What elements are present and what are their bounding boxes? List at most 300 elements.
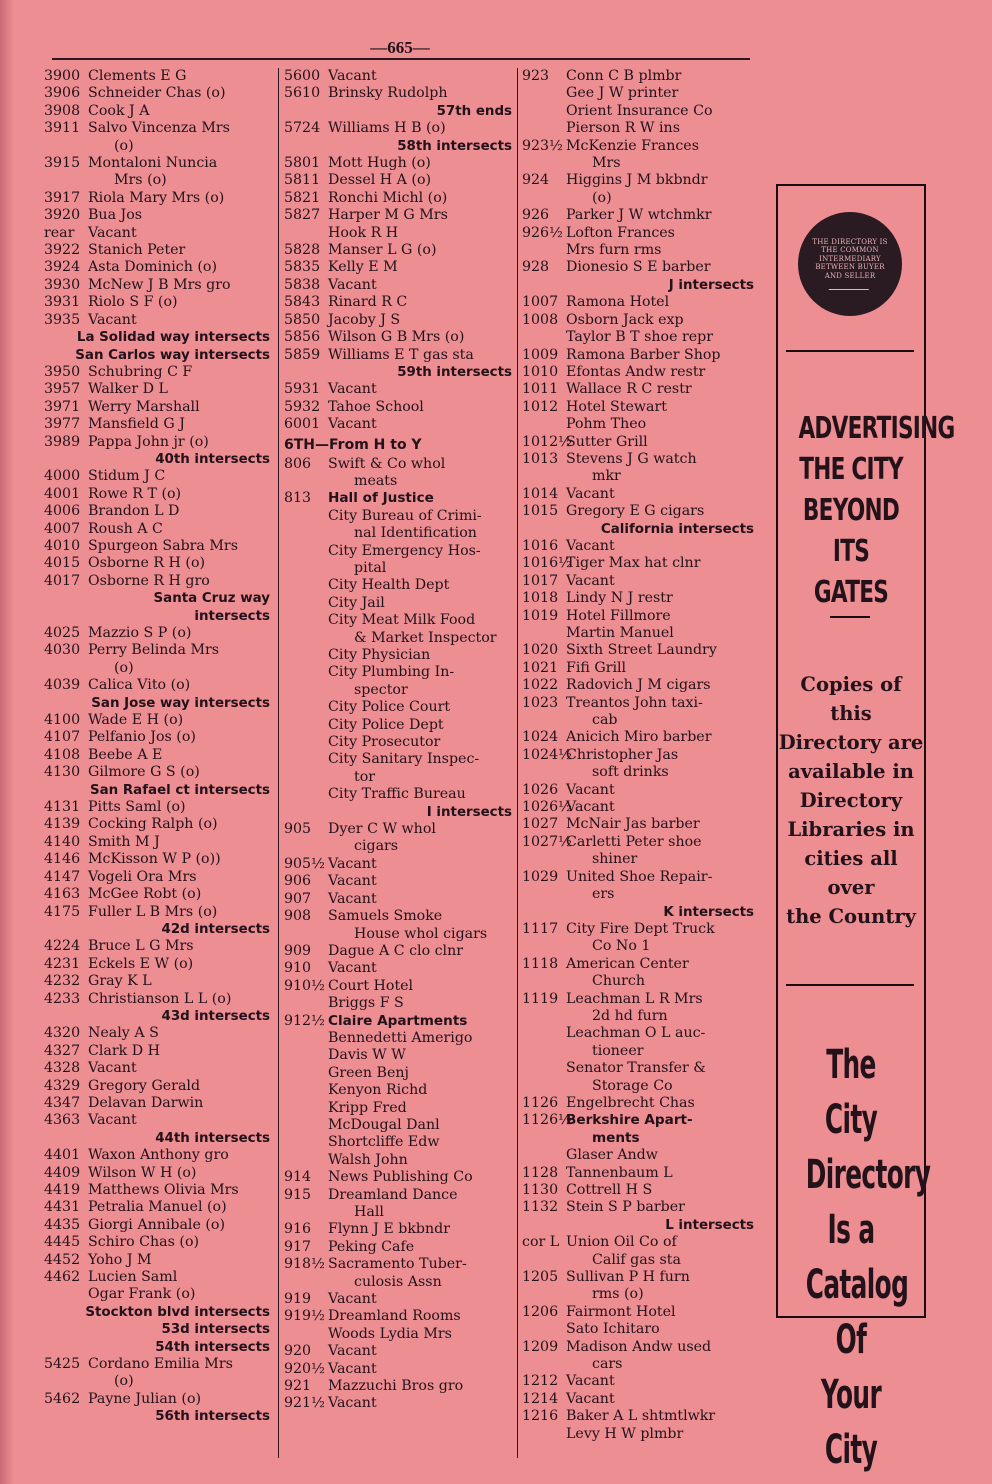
directory-entry bbox=[522, 68, 758, 85]
occupant-name: Storage Co bbox=[592, 1077, 673, 1094]
house-number: 908 bbox=[284, 908, 312, 925]
directory-entry bbox=[522, 1199, 758, 1216]
directory-entry bbox=[284, 456, 516, 491]
entry-continuation: (o) bbox=[114, 137, 134, 154]
house-number: 5821 bbox=[284, 189, 321, 206]
occupant-name: Fairmont Hotel bbox=[566, 1303, 676, 1320]
directory-entry bbox=[522, 538, 758, 555]
intersection-heading: 40th intersects bbox=[155, 451, 270, 467]
occupant-name: Carletti Peter shoe bbox=[566, 833, 702, 850]
house-number: 910 bbox=[284, 960, 312, 977]
occupant-name: Sutter Grill bbox=[566, 433, 648, 450]
occupant-name: Osborne R H gro bbox=[88, 572, 210, 589]
occupant-name: Gregory E G cigars bbox=[566, 503, 705, 520]
house-number: 917 bbox=[284, 1238, 312, 1255]
directory-entry bbox=[522, 434, 758, 451]
directory-entry bbox=[522, 207, 758, 224]
copies-line: this bbox=[830, 702, 872, 725]
seal-text: THE DIRECTORY IS THE COMMON INTERMEDIARY BETWEEN BUYER AND SELLER bbox=[812, 237, 888, 280]
occupant-name: Hotel Fillmore bbox=[566, 607, 671, 624]
directory-entry bbox=[44, 956, 274, 973]
occupant-name: Nealy A S bbox=[88, 1025, 159, 1042]
occupant-name: Parker J W wtchmkr bbox=[566, 207, 712, 224]
house-number: 1126 bbox=[522, 1094, 559, 1111]
occupant-name: Williams H B (o) bbox=[328, 120, 446, 137]
house-number: 5932 bbox=[284, 398, 321, 415]
directory-entry bbox=[522, 590, 758, 607]
intersection-heading: I intersects bbox=[426, 804, 512, 820]
directory-subentry bbox=[522, 103, 758, 120]
directory-entry bbox=[522, 677, 758, 694]
directory-entry bbox=[284, 490, 516, 507]
occupant-name: Riolo S F (o) bbox=[88, 294, 178, 311]
occupant-name: Green Benj bbox=[328, 1064, 409, 1081]
entry-continuation: Calif gas sta bbox=[592, 1251, 681, 1268]
occupant-name: Schneider Chas (o) bbox=[88, 85, 226, 102]
house-number: 4007 bbox=[44, 520, 81, 537]
intersection-heading: California intersects bbox=[600, 521, 754, 537]
directory-entry bbox=[44, 1182, 274, 1199]
house-number: 1012½ bbox=[522, 433, 572, 450]
house-number: 1029 bbox=[522, 868, 559, 885]
house-number: 1206 bbox=[522, 1303, 559, 1320]
directory-subentry bbox=[284, 595, 516, 612]
occupant-name: Hook R H bbox=[328, 224, 399, 241]
house-number: 1130 bbox=[522, 1182, 559, 1198]
directory-entry bbox=[284, 1308, 516, 1325]
directory-subentry bbox=[284, 612, 516, 629]
occupant-name: Yoho J M bbox=[88, 1251, 152, 1268]
house-number: 919 bbox=[284, 1291, 312, 1308]
house-number: 3957 bbox=[44, 381, 81, 398]
page-edge-shadow bbox=[0, 0, 14, 1484]
house-number: 1132 bbox=[522, 1199, 559, 1216]
directory-entry bbox=[284, 312, 516, 329]
directory-entry bbox=[44, 468, 274, 485]
directory-entry bbox=[522, 1165, 758, 1182]
house-number: 5931 bbox=[284, 381, 321, 398]
occupant-name: Gilmore G S (o) bbox=[88, 764, 200, 781]
house-number: 1014 bbox=[522, 485, 559, 502]
entry-continuation: Hall bbox=[354, 1204, 384, 1220]
occupant-name: nal Identification bbox=[354, 525, 477, 542]
house-number: 907 bbox=[284, 890, 312, 907]
directory-subentry bbox=[522, 1321, 758, 1338]
occupant-name: Swift & Co whol bbox=[328, 455, 446, 472]
directory-subentry bbox=[284, 786, 516, 803]
entry-continuation: Mrs bbox=[592, 155, 621, 172]
occupant-name: Orient Insurance Co bbox=[566, 102, 713, 119]
directory-entry bbox=[44, 1078, 274, 1095]
occupant-name: Briggs F S bbox=[328, 995, 404, 1012]
house-number: 926 bbox=[522, 207, 550, 224]
directory-entry bbox=[522, 747, 758, 782]
house-number: 5843 bbox=[284, 294, 321, 311]
occupant-name: Brandon L D bbox=[88, 503, 180, 520]
house-number: 4039 bbox=[44, 677, 81, 694]
occupant-name: Mrs furn rms bbox=[566, 242, 662, 259]
directory-entry bbox=[284, 1169, 516, 1186]
house-number: 1013 bbox=[522, 450, 559, 467]
directory-entry bbox=[522, 991, 758, 1026]
intersection-heading: San Jose way intersects bbox=[91, 695, 270, 711]
house-number: 4015 bbox=[44, 555, 81, 572]
house-number: 5600 bbox=[284, 68, 321, 84]
occupant-name: Payne Julian (o) bbox=[88, 1390, 202, 1407]
occupant-name: Taylor B T shoe repr bbox=[566, 329, 714, 346]
occupant-name: Mazzio S P (o) bbox=[88, 625, 192, 641]
occupant-name: Waxon Anthony gro bbox=[88, 1147, 229, 1164]
entry-continuation: Mrs (o) bbox=[114, 172, 167, 189]
occupant-name: Stanich Peter bbox=[88, 242, 186, 259]
occupant-name: Leachman L R Mrs bbox=[566, 990, 703, 1007]
house-number: 5856 bbox=[284, 329, 321, 346]
directory-entry bbox=[44, 486, 274, 503]
occupant-name: Pappa John jr (o) bbox=[88, 433, 209, 450]
directory-entry bbox=[44, 1356, 274, 1391]
house-number: 4140 bbox=[44, 833, 81, 850]
directory-entry bbox=[522, 138, 758, 173]
occupant-name: Stidum J C bbox=[88, 468, 166, 485]
occupant-name: Dague A C clo clnr bbox=[328, 942, 464, 959]
occupant-name: Hotel Stewart bbox=[566, 398, 667, 415]
entry-continuation: meats bbox=[354, 472, 398, 489]
intersection-heading: J intersects bbox=[668, 277, 754, 293]
occupant-name: City Police Court bbox=[328, 699, 451, 716]
directory-subentry bbox=[284, 1030, 516, 1047]
house-number: 926½ bbox=[522, 224, 563, 241]
house-number: 4409 bbox=[44, 1164, 81, 1181]
directory-entry bbox=[522, 782, 758, 799]
house-number: 915 bbox=[284, 1186, 312, 1203]
house-number: 5838 bbox=[284, 276, 321, 293]
house-number: 3915 bbox=[44, 155, 81, 172]
entry-continuation: 2d hd furn bbox=[592, 1007, 668, 1024]
occupant-name: Vacant bbox=[566, 572, 615, 589]
directory-entry bbox=[44, 207, 274, 224]
occupant-name: Hall of Justice bbox=[328, 490, 434, 507]
house-number: 3917 bbox=[44, 189, 81, 206]
directory-subentry bbox=[522, 1025, 758, 1042]
directory-entry bbox=[44, 677, 274, 694]
occupant-name: Mazzuchi Bros gro bbox=[328, 1378, 464, 1395]
directory-entry bbox=[44, 816, 274, 833]
occupant-name: Sullivan P H furn bbox=[566, 1269, 690, 1286]
house-number: 3920 bbox=[44, 207, 81, 224]
directory-subentry bbox=[522, 1426, 758, 1443]
directory-entry bbox=[522, 347, 758, 364]
directory-entry bbox=[522, 834, 758, 869]
house-number: 920½ bbox=[284, 1360, 325, 1377]
house-number: 1212 bbox=[522, 1373, 559, 1390]
directory-entry bbox=[284, 294, 516, 311]
directory-entry bbox=[522, 799, 758, 816]
intersection-heading: San Carlos way intersects bbox=[75, 347, 270, 363]
house-number: 1027 bbox=[522, 816, 559, 833]
directory-entry bbox=[44, 259, 274, 276]
directory-entry bbox=[44, 538, 274, 555]
directory-subentry bbox=[284, 1100, 516, 1117]
occupant-name: Fuller L B Mrs (o) bbox=[88, 903, 218, 920]
house-number: 4363 bbox=[44, 1112, 81, 1129]
occupant-name: Stevens J G watch bbox=[566, 450, 697, 467]
occupant-name: Pohm Theo bbox=[566, 416, 647, 433]
occupant-name: Dreamland Rooms bbox=[328, 1308, 461, 1325]
entry-continuation: ments bbox=[592, 1129, 640, 1146]
directory-subentry bbox=[284, 751, 516, 768]
directory-entry bbox=[284, 1361, 516, 1378]
occupant-name: Mansfield G J bbox=[88, 416, 185, 433]
directory-entry bbox=[44, 364, 274, 381]
occupant-name: Tahoe School bbox=[328, 398, 424, 415]
occupant-name: Ogar Frank (o) bbox=[88, 1286, 196, 1303]
intersection-heading: 59th intersects bbox=[397, 364, 512, 380]
directory-entry bbox=[44, 503, 274, 520]
intersection-heading: 57th ends bbox=[436, 103, 512, 119]
occupant-name: Leachman O L auc- bbox=[566, 1025, 706, 1042]
occupant-name: Kelly E M bbox=[328, 259, 398, 276]
house-number: 4320 bbox=[44, 1025, 81, 1042]
intersection-heading: 42d intersects bbox=[161, 921, 270, 937]
occupant-name: Beebe A E bbox=[88, 746, 163, 763]
directory-seal-logo bbox=[798, 212, 902, 316]
directory-entry bbox=[284, 399, 516, 416]
catalog-line: Your City bbox=[820, 1372, 882, 1473]
occupant-name: Salvo Vincenza Mrs bbox=[88, 120, 230, 137]
occupant-name: City Physician bbox=[328, 647, 431, 663]
directory-entry bbox=[44, 1252, 274, 1269]
house-number: 4224 bbox=[44, 938, 81, 955]
house-number: 4030 bbox=[44, 642, 81, 659]
advertising-line: ADVERTISING bbox=[798, 411, 955, 446]
directory-entry bbox=[522, 486, 758, 503]
occupant-name: Claire Apartments bbox=[328, 1012, 468, 1029]
directory-subentry bbox=[284, 543, 516, 560]
occupant-name: Wallace R C restr bbox=[566, 381, 692, 398]
directory-subentry bbox=[522, 242, 758, 259]
directory-subentry bbox=[522, 85, 758, 102]
house-number: cor L bbox=[522, 1234, 560, 1251]
directory-entry bbox=[522, 1373, 758, 1390]
house-number: 923½ bbox=[522, 137, 563, 154]
directory-entry bbox=[284, 1291, 516, 1308]
occupant-name: & Market Inspector bbox=[354, 629, 497, 646]
house-number: 4347 bbox=[44, 1094, 81, 1111]
house-number: 4233 bbox=[44, 990, 81, 1007]
directory-entry bbox=[522, 1339, 758, 1374]
entry-continuation: (o) bbox=[592, 189, 612, 206]
occupant-name: Vacant bbox=[88, 1112, 137, 1129]
occupant-name: Pierson R W ins bbox=[566, 120, 680, 137]
directory-subentry bbox=[522, 1078, 758, 1095]
directory-entry bbox=[522, 1112, 758, 1147]
sidebar-rule bbox=[786, 350, 914, 352]
occupant-name: tioneer bbox=[592, 1042, 644, 1059]
occupant-name: Vacant bbox=[88, 311, 137, 328]
directory-entry bbox=[44, 103, 274, 120]
occupant-name: Pelfanio Jos (o) bbox=[88, 729, 196, 746]
occupant-name: Jacoby J S bbox=[328, 311, 401, 328]
copies-line: Directory bbox=[799, 789, 903, 812]
intersection-heading: 58th intersects bbox=[397, 138, 512, 154]
catalog-line: Catalog Of bbox=[805, 1262, 909, 1363]
intersection-heading: San Rafael ct intersects bbox=[90, 782, 270, 798]
house-number: 3989 bbox=[44, 433, 81, 450]
house-number: 924 bbox=[522, 172, 550, 189]
house-number: 3971 bbox=[44, 398, 81, 415]
occupant-name: Bua Jos bbox=[88, 207, 143, 224]
directory-entry bbox=[522, 573, 758, 590]
directory-entry bbox=[44, 1269, 274, 1286]
occupant-name: Schiro Chas (o) bbox=[88, 1234, 200, 1251]
occupant-name: Petralia Manuel (o) bbox=[88, 1199, 227, 1216]
directory-entry bbox=[44, 799, 274, 816]
house-number: 3911 bbox=[44, 120, 81, 137]
copies-line: over bbox=[827, 876, 875, 899]
occupant-name: Wilson G B Mrs (o) bbox=[328, 329, 465, 346]
occupant-name: Wade E H (o) bbox=[88, 712, 184, 729]
house-number: 4146 bbox=[44, 851, 81, 868]
occupant-name: pital bbox=[354, 559, 387, 576]
occupant-name: City Meat Milk Food bbox=[328, 612, 476, 629]
directory-entry bbox=[284, 891, 516, 908]
directory-entry bbox=[44, 1234, 274, 1251]
directory-entry bbox=[284, 821, 516, 856]
house-number: 905½ bbox=[284, 855, 325, 872]
occupant-name: Madison Andw used bbox=[566, 1338, 712, 1355]
directory-subentry bbox=[284, 225, 516, 242]
house-number: 5828 bbox=[284, 242, 321, 259]
house-number: 5610 bbox=[284, 85, 321, 102]
directory-entry bbox=[44, 85, 274, 102]
house-number: 928 bbox=[522, 259, 550, 276]
house-number: 4445 bbox=[44, 1234, 81, 1251]
directory-entry bbox=[44, 1025, 274, 1042]
house-number: 3924 bbox=[44, 259, 81, 276]
entry-continuation: shiner bbox=[592, 851, 638, 868]
entry-continuation: cigars bbox=[354, 838, 399, 855]
occupant-name: Schubring C F bbox=[88, 363, 193, 380]
house-number: 1026½ bbox=[522, 799, 572, 816]
directory-subentry bbox=[44, 1286, 274, 1303]
house-number: 1019 bbox=[522, 607, 559, 624]
occupant-name: Montaloni Nuncia bbox=[88, 155, 218, 172]
directory-entry bbox=[284, 978, 516, 995]
house-number: 1118 bbox=[522, 955, 559, 972]
occupant-name: Stein S P barber bbox=[566, 1199, 685, 1216]
directory-entry bbox=[44, 434, 274, 451]
directory-entry bbox=[44, 729, 274, 746]
house-number: 920 bbox=[284, 1343, 312, 1360]
directory-entry bbox=[44, 1199, 274, 1216]
occupant-name: Vacant bbox=[328, 873, 377, 890]
house-number: 4231 bbox=[44, 955, 81, 972]
occupant-name: Vacant bbox=[328, 1395, 377, 1412]
occupant-name: Tiger Max hat clnr bbox=[566, 555, 701, 572]
directory-subentry bbox=[522, 625, 758, 642]
occupant-name: Harper M G Mrs bbox=[328, 207, 448, 224]
header-rule bbox=[52, 58, 750, 60]
directory-subentry bbox=[284, 1134, 516, 1151]
directory-entry bbox=[522, 172, 758, 207]
occupant-name: Conn C B plmbr bbox=[566, 68, 682, 84]
intersection-heading: 43d intersects bbox=[161, 1008, 270, 1024]
occupant-name: Sixth Street Laundry bbox=[566, 642, 717, 659]
directory-entry bbox=[44, 1043, 274, 1060]
house-number: 1010 bbox=[522, 363, 559, 380]
occupant-name: Dionesio S E barber bbox=[566, 259, 711, 276]
directory-entry bbox=[44, 381, 274, 398]
directory-entry bbox=[522, 608, 758, 625]
advertisement-sidebar bbox=[776, 184, 955, 1473]
occupant-name: Vacant bbox=[88, 1060, 137, 1077]
occupant-name: Woods Lydia Mrs bbox=[328, 1325, 452, 1342]
occupant-name: Eckels E W (o) bbox=[88, 955, 194, 972]
house-number: 4435 bbox=[44, 1216, 81, 1233]
directory-entry bbox=[44, 225, 274, 242]
house-number: 1020 bbox=[522, 642, 559, 659]
copies-line: Copies of bbox=[800, 673, 902, 696]
directory-entry bbox=[284, 172, 516, 189]
directory-entry bbox=[44, 764, 274, 781]
copies-notice bbox=[778, 670, 924, 931]
house-number: 1009 bbox=[522, 346, 559, 363]
directory-entry bbox=[44, 625, 274, 642]
occupant-name: Vacant bbox=[566, 537, 615, 554]
house-number: 921½ bbox=[284, 1395, 325, 1412]
house-number: 1022 bbox=[522, 677, 559, 694]
directory-entry bbox=[284, 329, 516, 346]
directory-subentry bbox=[284, 1326, 516, 1343]
directory-entry bbox=[284, 277, 516, 294]
entry-continuation: (o) bbox=[114, 1373, 134, 1390]
house-number: 1027½ bbox=[522, 833, 572, 850]
occupant-name: Davis W W bbox=[328, 1047, 406, 1064]
seal-signature bbox=[829, 282, 872, 290]
house-number: 5835 bbox=[284, 259, 321, 276]
house-number: 1017 bbox=[522, 572, 559, 589]
intersection-heading: K intersects bbox=[663, 904, 754, 920]
occupant-name: Christopher Jas bbox=[566, 746, 679, 763]
intersection-heading: 53d intersects bbox=[161, 1322, 270, 1338]
house-number: 4000 bbox=[44, 468, 81, 485]
directory-entry bbox=[522, 312, 758, 329]
directory-entry bbox=[44, 521, 274, 538]
occupant-name: Tannenbaum L bbox=[566, 1164, 673, 1181]
house-number: 4462 bbox=[44, 1269, 81, 1286]
house-number: 1016 bbox=[522, 537, 559, 554]
house-number: 806 bbox=[284, 455, 312, 472]
house-number: 4419 bbox=[44, 1182, 81, 1198]
occupant-name: Dreamland Dance bbox=[328, 1186, 458, 1203]
occupant-name: Vacant bbox=[328, 855, 377, 872]
occupant-name: Shortcliffe Edw bbox=[328, 1134, 440, 1151]
directory-entry bbox=[522, 294, 758, 311]
copies-line: the Country bbox=[786, 905, 916, 928]
directory-entry bbox=[284, 242, 516, 259]
directory-entry bbox=[522, 381, 758, 398]
directory-entry bbox=[44, 973, 274, 990]
directory-subentry bbox=[522, 1147, 758, 1164]
directory-entry bbox=[522, 642, 758, 659]
directory-entry bbox=[44, 869, 274, 886]
house-number: 912½ bbox=[284, 1012, 325, 1029]
directory-subentry bbox=[284, 769, 516, 786]
directory-entry bbox=[284, 960, 516, 977]
occupant-name: Vacant bbox=[328, 381, 377, 398]
house-number: 3908 bbox=[44, 102, 81, 119]
entry-continuation: (o) bbox=[114, 659, 134, 676]
